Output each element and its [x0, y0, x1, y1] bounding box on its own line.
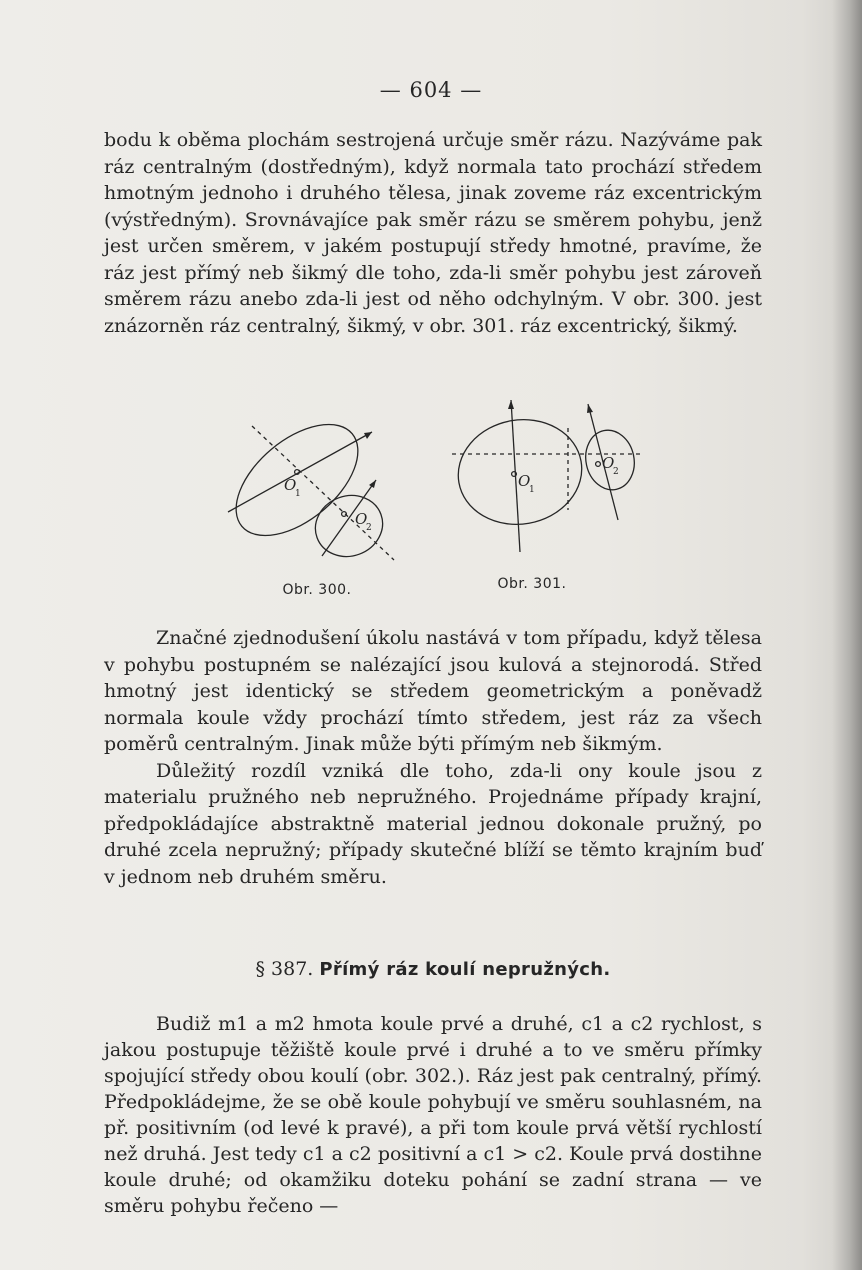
- svg-text:2: 2: [366, 523, 372, 533]
- caption-300: Obr. 300.: [282, 582, 352, 598]
- figure-301: [448, 394, 648, 564]
- figure-300-drawing: [222, 408, 412, 578]
- figure-301-drawing: [448, 394, 648, 564]
- center-o2: [596, 462, 601, 467]
- arrow-head-1: [508, 400, 514, 409]
- section-title: Přímý ráz koulí nepružných.: [319, 959, 611, 980]
- body-block-2: [104, 1011, 762, 1219]
- figure-300: [222, 408, 412, 578]
- ellipse-body-1: [222, 408, 378, 557]
- svg-text:2: 2: [613, 467, 619, 477]
- intro-paragraph-text: bodu k oběma plochám sestrojená určuje směr rázu. Nazýváme pak ráz centralným (dostředným), když normala tato prochází středem hmotným jednoho i druhého tělesa, jinak zoveme ráz excentrickým (výstředným). Srovnávajíce pak směr rázu se směrem pohybu, jenž jest určen směrem, v jakém postupují středy hmotné, pravíme, že ráz jest přímý neb šikmý dle toho, zda-li směr pohybu jest zároveň směrem rázu anebo zda-li jest od něho odchylným. V obr. 300. jest znázorněn ráz centralný, šikmý, v obr. 301. ráz excentrický, šikmý.: [104, 129, 762, 337]
- section-number: § 387.: [255, 958, 314, 980]
- arrow-head-2: [369, 480, 376, 488]
- ellipse-body-2: [307, 486, 391, 566]
- label-o2: O: [602, 454, 615, 472]
- section-heading: [104, 958, 762, 980]
- paragraph-2: Značné zjednodušení úkolu nastává v tom případu, když tělesa v pohybu postupném se nalézající jsou kulová a stejnorodá. Střed hmotný jest identický se středem geometrickým a poněvadž normala koule vždy prochází tímto středem, jest ráz za všech poměrů centralným. Jinak může býti přímým neb šikmým.: [104, 627, 762, 755]
- intro-paragraph: [104, 127, 762, 339]
- label-o1: O: [518, 472, 531, 490]
- paragraph-3: Důležitý rozdíl vzniká dle toho, zda-li ony koule jsou z materialu pružného neb nepružného. Projednáme případy krajní, předpokládajíce abstraktně material jednou dokonale pružný, po druhé zcela nepružný; případy skutečné blíží se těmto krajním buď v jednom neb druhém směru.: [104, 759, 762, 888]
- page-edge-shadow: [832, 0, 862, 1270]
- svg-text:1: 1: [295, 489, 301, 499]
- label-o1: O: [284, 476, 297, 494]
- svg-text:1: 1: [529, 485, 535, 495]
- page-number: — 604 —: [379, 78, 483, 102]
- caption-301: Obr. 301.: [497, 576, 567, 592]
- label-o2: O: [355, 510, 368, 528]
- arrow-head-2: [587, 404, 593, 413]
- body-block-1: [104, 625, 762, 890]
- motion-line-2: [322, 480, 376, 556]
- normal-line: [252, 426, 394, 560]
- paragraph-4: Budiž m1 a m2 hmota koule prvé a druhé, c1 a c2 rychlost, s jakou postupuje těžiště koule prvé i druhé a to ve směru přímky spojující středy obou koulí (obr. 302.). Ráz jest pak centralný, přímý. Předpokládejme, že se obě koule pohybují ve směru souhlasném, na př. positivním (od levé k pravé), a při tom koule prvá větší rychlostí než druhá. Jest tedy c1 a c2 positivní a c1 > c2. Koule prvá dostihne koule druhé; od okamžiku doteku pohání se zadní strana — ve směru pohybu řečeno —: [104, 1013, 762, 1217]
